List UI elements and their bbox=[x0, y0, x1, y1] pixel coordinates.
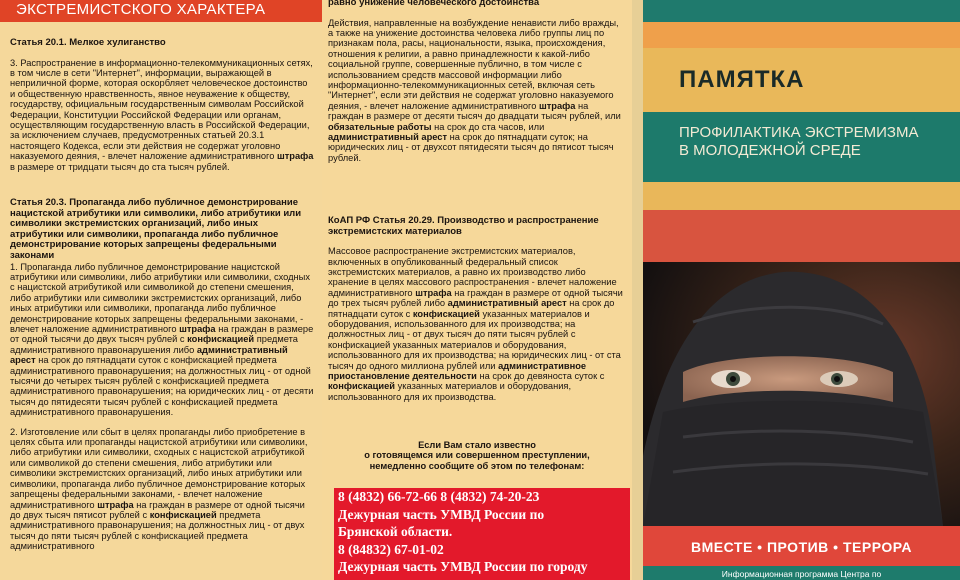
notice-line-1: Если Вам стало известно bbox=[418, 440, 536, 450]
notice-line-3: немедленно сообщите об этом по телефонам: bbox=[369, 460, 585, 471]
article-20-3-1-text bbox=[328, 18, 626, 164]
arrest: административный арест bbox=[328, 132, 448, 143]
article-20-29 bbox=[328, 216, 626, 402]
text-c: на срок до пятнадцати суток с bbox=[328, 298, 615, 319]
part-2-fine: штрафа bbox=[97, 499, 134, 510]
text-f: указанных материалов и оборудования, использованного для их производства. bbox=[328, 381, 572, 402]
cover-slogan: ВМЕСТЕ • ПРОТИВ • ТЕРРОРА bbox=[643, 526, 960, 566]
part-1-text-c: предмета административного правонарушения либо bbox=[10, 334, 298, 355]
notice-line-2: о готовящемся или совершенном преступлении, bbox=[364, 450, 590, 461]
fine: штрафа bbox=[538, 100, 576, 111]
part-1-fine: штрафа bbox=[179, 324, 216, 334]
cover-title: ПАМЯТКА bbox=[679, 66, 805, 93]
text-e: на срок до девяноста суток с bbox=[479, 371, 605, 382]
section-banner bbox=[0, 0, 322, 22]
part-1-text-a: 1. Пропаганда либо публичное демонстрирование нацистской атрибутики или символики, либо атрибутики или символики, сходных с нацистской атрибутикой или символикой до степени смешения, либо атрибутики или символики экстремистских организаций, либо иных атрибутики или символики, пропаганда либо публичное демонстрирование которых запрещены федеральными законами, - влечет наложение административного bbox=[10, 261, 310, 334]
article-20-1-text-b: в размере от тридцати тысяч до ста тысяч рублей. bbox=[10, 161, 230, 172]
article-20-3-part-2 bbox=[10, 427, 314, 552]
text-a: Массовое распространение экстремистских материалов, включенных в опубликованный федеральный список экстремистских материалов, а равно их производство либо хранение в целях массового распространения - влечет наложение административного bbox=[328, 246, 617, 298]
fold-gap bbox=[632, 0, 643, 580]
cover-subtitle-line-1: ПРОФИЛАКТИКА ЭКСТРЕМИЗМА bbox=[679, 124, 919, 141]
phone-line-3: Брянской области. bbox=[338, 524, 453, 539]
stripe-yellow bbox=[643, 182, 960, 210]
phone-box bbox=[334, 488, 630, 580]
text-b: на граждан в размере от одной тысячи до трех тысяч рублей либо bbox=[328, 287, 623, 309]
part-1-arrest: административный арест bbox=[10, 344, 288, 366]
text-d: на срок до пятнадцати суток; на юридических лиц - от двухсот пятидесяти тысяч до пятисот тысяч рублей. bbox=[328, 132, 614, 163]
article-20-29-title: КоАП РФ Статья 20.29. Производство и распространение экстремистских материалов bbox=[328, 215, 599, 237]
article-20-1-text bbox=[10, 58, 314, 172]
article-20-3-1 bbox=[328, 0, 626, 163]
part-2-text-b: на граждан в размере от одной тысячи до двух тысяч пятисот рублей с bbox=[10, 499, 305, 520]
section-banner-text: ЭКСТРЕМИСТСКОГО ХАРАКТЕРА bbox=[16, 1, 266, 18]
confiscation: конфискацией bbox=[412, 308, 480, 319]
confiscation-2: конфискацией bbox=[328, 381, 395, 392]
report-notice bbox=[328, 440, 626, 471]
left-column bbox=[0, 0, 322, 580]
cover-panel bbox=[643, 0, 960, 580]
article-20-1-title: Статья 20.1. Мелкое хулиганство bbox=[10, 37, 166, 48]
masked-person-photo bbox=[643, 262, 960, 526]
cover-subtitle bbox=[679, 124, 918, 160]
text-b: на граждан в размере от десяти тысяч до двадцати тысяч рублей, или bbox=[328, 100, 621, 122]
article-20-3-1-title: равно унижение человеческого достоинства bbox=[328, 0, 540, 8]
article-20-3-title: Статья 20.3. Пропаганда либо публичное демонстрирование нацистской атрибутики или символики, либо атрибутики или символики экстремистских организаций, либо иных атрибутики или символики, пропаганда либо публичное демонстрирование которых запрещены федеральными законами bbox=[10, 197, 302, 261]
stripe-orange bbox=[643, 22, 960, 48]
part-2-confiscation: конфискацией bbox=[149, 509, 217, 520]
part-1-text-b: на граждан в размере от одной тысячи до двух тысяч рублей с bbox=[10, 324, 314, 345]
phone-line-4[interactable]: 8 (84832) 67-01-02 bbox=[338, 541, 444, 557]
article-20-3 bbox=[10, 198, 314, 552]
article-20-3-part-1 bbox=[10, 262, 314, 418]
article-20-1-text-a: 3. Распространение в информационно-телекоммуникационных сетях, в том числе в сети "Интернет", информации, выражающей в неприличной форме, которая оскорбляет человеческое достоинство и общественную нравственность, явное неуважение к обществу, государству, официальным государственным символам Российской Федерации, Конституции Российской Федерации или органам, осуществляющим государственную власть в Российской Федерации, за исключением случаев, предусмотренных статьей 20.3.1 настоящего Кодекса, если эти действия не содержат уголовно наказуемого деяния, - влечет наложение административного bbox=[10, 57, 313, 162]
arrest: административный арест bbox=[447, 298, 567, 309]
community-service: обязательные работы bbox=[328, 121, 432, 132]
text-a: Действия, направленные на возбуждение ненависти либо вражды, а также на унижение достоинства человека либо группы лиц по признакам пола, расы, национальности, языка, происхождения, отношения к религии, а равно принадлежности к какой-либо социальной группе, совершенные публично, в том числе с использованием средств массовой информации либо информационно-телекоммуникационных сетей, включая сеть "Интернет", если эти действия не содержат уголовно наказуемого деяния, - влечет наложение административного bbox=[328, 17, 619, 111]
stripe-red bbox=[643, 210, 960, 262]
text-c: на срок до ста часов, или bbox=[434, 121, 545, 132]
article-20-1 bbox=[10, 38, 314, 172]
article-20-1-fine: штрафа bbox=[276, 151, 314, 162]
masked-person-illustration bbox=[643, 262, 960, 526]
phone-line-2: Дежурная часть УМВД России по bbox=[338, 506, 545, 522]
part-1-text-d: на срок до пятнадцати суток с конфискацией предмета административного правонарушения; на должностных лиц - от одной тысячи до четырех тысяч рублей с конфискацией предмета административного правонарушения; на юридических лиц - от десяти тысяч до пятидесяти тысяч рублей с конфискацией предмета административного правонарушения. bbox=[10, 355, 314, 418]
cover-subtitle-line-2: В МОЛОДЕЖНОЙ СРЕДЕ bbox=[679, 142, 861, 159]
text-d: указанных материалов и оборудования, использованного для их производства; на должностных лиц - от двух тысяч до пяти тысяч рублей с конфискацией указанных материалов и оборудования, использованного для их производства; на юридических лиц - от ста тысяч до одного миллиона рублей или bbox=[328, 308, 621, 371]
phone-line-1[interactable]: 8 (4832) 66-72-66 8 (4832) 74-20-23 bbox=[338, 489, 540, 504]
suspension: административное приостановление деятельности bbox=[328, 360, 587, 382]
article-20-29-text bbox=[328, 246, 626, 402]
cover-footer: Информационная программа Центра по bbox=[643, 566, 960, 580]
stripe-top-teal bbox=[643, 0, 960, 22]
fine: штрафа bbox=[415, 287, 452, 298]
part-2-text-c: предмета административного правонарушения; на должностных лиц - от двух тысяч до пяти тысяч рублей с конфискацией предмета административного bbox=[10, 509, 305, 552]
phone-line-5: Дежурная часть УМВД России по городу bbox=[338, 559, 588, 574]
part-1-confiscation: конфискацией bbox=[187, 334, 255, 345]
part-2-text-a: 2. Изготовление или сбыт в целях пропаганды либо приобретение в целях сбыта или пропаганды нацистской атрибутики или символики, либо атрибутики или символики, сходных с нацистской атрибутикой или символикой до степени смешения, либо атрибутики или символики экстремистских организаций, либо иных атрибутики или символики, пропаганда либо публичное демонстрирование которых запрещены федеральными законами, - влечет наложение административного bbox=[10, 426, 308, 510]
